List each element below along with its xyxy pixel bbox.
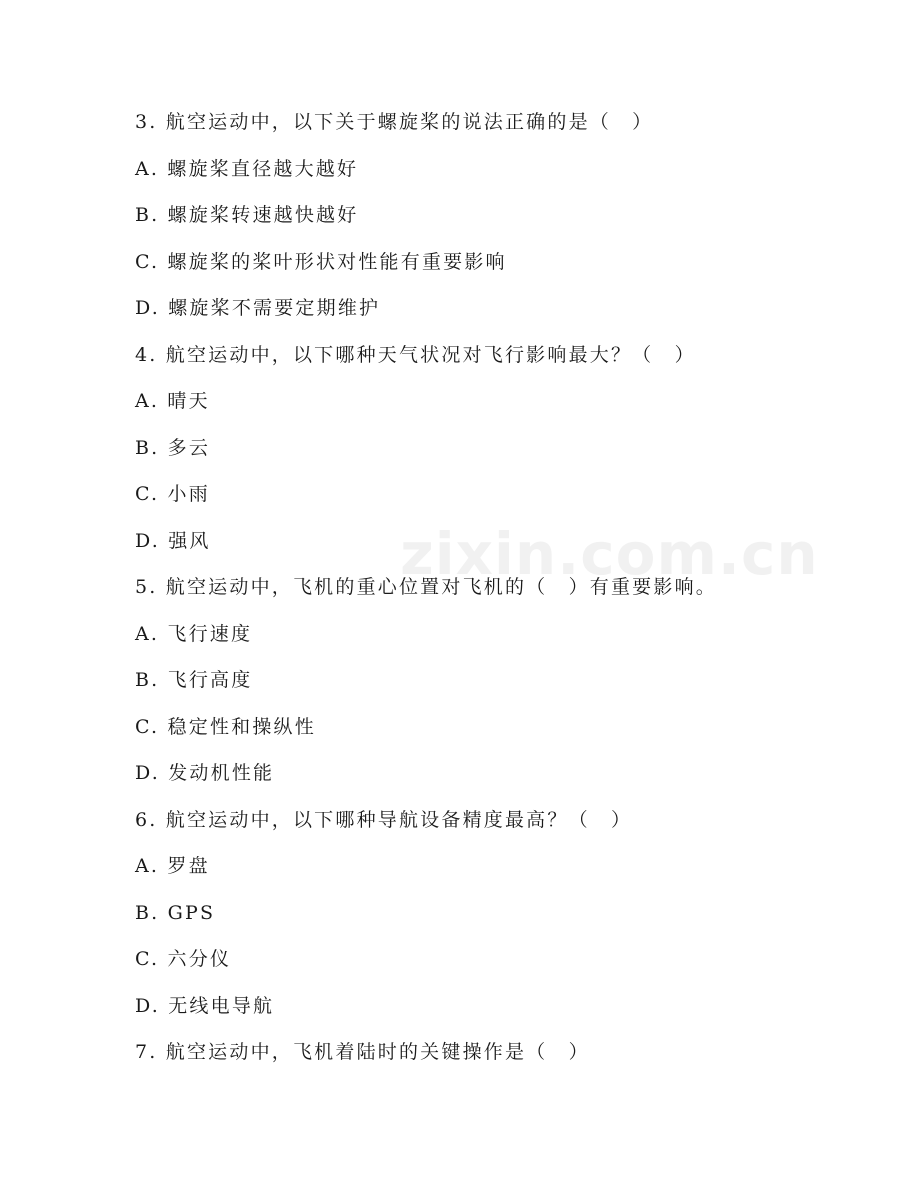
- question-6-stem: 6. 航空运动中，以下哪种导航设备精度最高？（ ）: [135, 808, 633, 831]
- question-5-option-c: C. 稳定性和操纵性: [135, 715, 316, 738]
- question-4-stem: 4. 航空运动中，以下哪种天气状况对飞行影响最大？（ ）: [135, 343, 696, 366]
- question-7-stem: 7. 航空运动中，飞机着陆时的关键操作是（ ）: [135, 1041, 590, 1063]
- question-4-option-a: A. 晴天: [135, 390, 210, 412]
- question-6-option-b: B. GPS: [135, 901, 216, 924]
- question-4-option-d: D. 强风: [135, 529, 211, 552]
- question-5-option-d: D. 发动机性能: [135, 762, 275, 784]
- question-list: [135, 105, 855, 1082]
- question-4-option-c: C. 小雨: [135, 483, 210, 505]
- question-3-option-a: A. 螺旋桨直径越大越好: [135, 157, 359, 180]
- question-6-option-c: C. 六分仪: [135, 948, 232, 970]
- question-4-option-b: B. 多云: [135, 436, 211, 459]
- question-6-option-a: A. 罗盘: [135, 855, 210, 877]
- question-3-option-c: C. 螺旋桨的桨叶形状对性能有重要影响: [135, 250, 507, 273]
- question-3-option-d: D. 螺旋桨不需要定期维护: [135, 297, 381, 319]
- watermark: zixin.com.cn: [400, 520, 819, 588]
- question-5-option-b: B. 飞行高度: [135, 669, 253, 691]
- question-5-stem: 5. 航空运动中，飞机的重心位置对飞机的（ ）有重要影响。: [135, 576, 717, 598]
- question-6-option-d: D. 无线电导航: [135, 994, 275, 1017]
- question-3-option-b: B. 螺旋桨转速越快越好: [135, 204, 359, 226]
- question-3-stem: 3. 航空运动中，以下关于螺旋桨的说法正确的是（ ）: [135, 111, 654, 133]
- question-5-option-a: A. 飞行速度: [135, 622, 253, 645]
